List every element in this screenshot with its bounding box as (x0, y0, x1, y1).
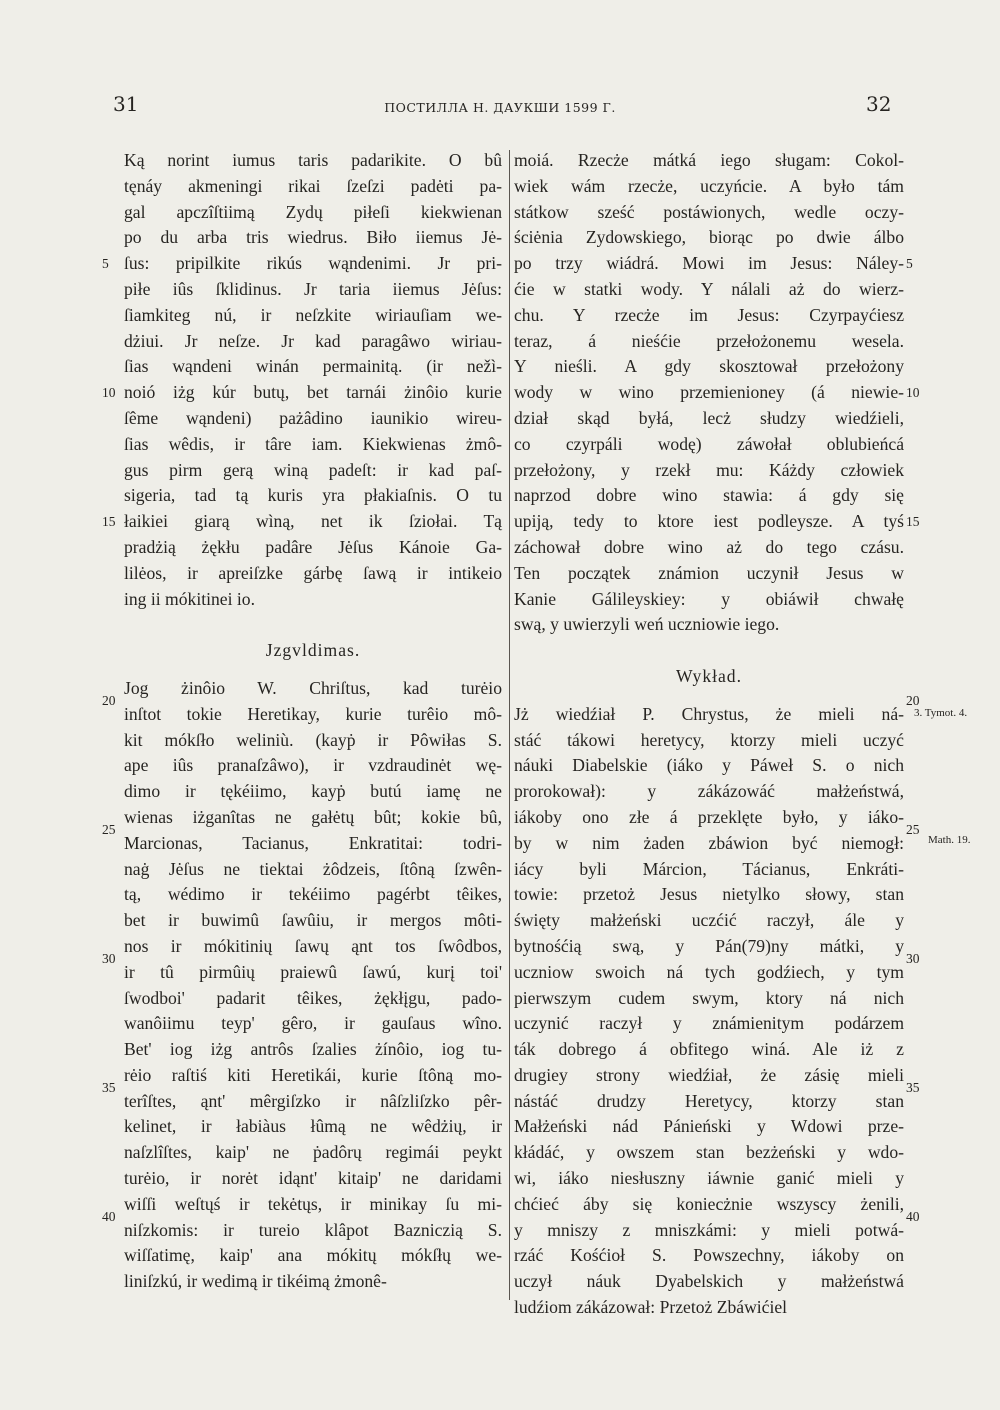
text-line: kłádáć, y owszem stan bezżeński y wdo- (514, 1142, 904, 1163)
text-line: Kanie Gálileyskiey: y obiáwił chwałę (514, 588, 904, 609)
line-number: 40 (906, 1209, 920, 1224)
text-line: chćieć áby się koniecżnie wszyscy żenili, (514, 1193, 904, 1214)
text-line: Y nieśli. A gdy skosztował przełożony (514, 356, 904, 377)
text-line: liniſzkú, ir wedimą ir tikéimą żmonê- (124, 1271, 387, 1292)
text-line: tą, wédimo ir tekéiimo pagérbt têikes, (124, 884, 502, 905)
text-line: uczynić raczył y známienitym podárzem (514, 1013, 904, 1034)
text-line: uczniow swoich ná tych godźiech, y tym (514, 961, 904, 982)
text-line: Jż wiedźiał P. Chrystus, że mieli ná- (514, 703, 904, 724)
text-line: lilėos, ir apreiſzke gárbę ſawą ir intikeio (124, 562, 502, 583)
text-line: niſzkomis: ir tureio klâpot Bazniczią S. (124, 1219, 502, 1240)
paragraph-gap (514, 690, 904, 702)
text-line: y mniszy z mniszkámi: y mieli potwá- (514, 1219, 904, 1240)
text-line: co czyrpáli wodę) záwołał oblubieńcá (514, 433, 904, 454)
line-number: 20 (906, 693, 920, 708)
text-line: Ten początek známion uczynił Jesus w (514, 562, 904, 583)
text-line: stáć tákowi heretycy, ktorzy mieli uczyć (514, 729, 904, 750)
text-line: ſias wąndeni winán permainitą. (ir nežì- (124, 356, 502, 377)
text-line: nástáć drudzy Heretycy, ktorzy stan (514, 1090, 904, 1111)
line-number: 5 (102, 256, 109, 272)
paragraph-gap (124, 664, 502, 676)
running-title: ПОСТИЛЛА Н. ДАУКШИ 1599 Г. (384, 100, 616, 115)
left-column-lithuanian (124, 148, 502, 1295)
text-line: ſwodboi' padarit têikes, żękłįgu, pado- (124, 987, 502, 1008)
text-line: inſtot tokie Heretikay, kurie turêio mô- (124, 703, 502, 724)
line-number: 25 (906, 822, 920, 837)
text-line: rzáć Kośćioł S. Powszechny, iákoby on (514, 1245, 904, 1266)
line-number: 10 (102, 385, 116, 401)
text-line: pradżią żękłu padâre Jėſus Kánoie Ga- (124, 536, 502, 557)
margin-note-math: Math. 19. (928, 834, 971, 846)
text-line: státkow sześć postáwionych, wedle oczy- (514, 201, 904, 222)
column-divider (509, 150, 510, 1300)
left-page-number: 31 (113, 92, 139, 116)
text-line: bet ir buwimû ſawûiu, ir mergos môti- (124, 910, 502, 931)
page-header (0, 92, 1000, 132)
text-line: Ką norint iumus taris padarikite. O bû (124, 150, 502, 170)
text-line: ſême wąndeni) pażâdino iaunikio wireu- (124, 407, 502, 428)
text-line: záchował dobre wino aż do tego czásu. (514, 536, 904, 557)
right-column-polish (514, 148, 904, 1321)
text-line: prorokował): y zákázowáć małżeństwá, (514, 781, 904, 802)
text-line: wanôiimu teyp' gêro, ir gauſaus wîno. (124, 1013, 502, 1034)
text-line: ing ii mókitinei io. (124, 588, 255, 609)
text-line: naprzod dobre wino stawia: á gdy się (514, 485, 904, 506)
text-line: piłe iûs ſklidinus. Jr taria iiemus Jėſus: (124, 278, 502, 299)
text-line: nos ir mókitinių ſawų ąnt tos ſwôdbos, (124, 935, 502, 956)
text-line: naſzlîſtes, kaip' ne ṗadôrų regimái peykt (124, 1142, 502, 1163)
line-number: 15 (102, 514, 116, 530)
text-line: ape iûs pranaſzâwo), ir vzdraudinėt wę- (124, 755, 502, 776)
text-line: Małżeński nád Pánieński y Wdowi prze- (514, 1116, 904, 1137)
text-line: po du arba tris wiedrus. Biło iiemus Jė- (124, 227, 502, 248)
text-line: gus pirm gerą winą padeſt: ir kad paſ- (124, 459, 502, 480)
text-line: tęnáy akmeningi rikai ſzeſzi padėti pa- (124, 175, 502, 196)
text-line: chu. Y rzecże im Jesus: Czyrpayćiesz (514, 304, 904, 325)
text-line: rėio raſtiś kiti Heretikái, kurie ſtôną mo- (124, 1064, 502, 1085)
line-number: 10 (906, 385, 920, 401)
text-line: łaikiei giarą wìną, net ik ſziołai. Tą (124, 511, 502, 532)
right-page-number: 32 (866, 92, 892, 116)
section-heading: Wykład. (675, 665, 743, 686)
line-number: 30 (906, 951, 920, 966)
text-line: moiá. Rzecże mátká iego sługam: Cokol- (514, 150, 904, 170)
text-line: turėio, ir norėt idąnt' kitaip' ne daridami (124, 1168, 502, 1189)
line-number: 35 (102, 1080, 116, 1095)
text-line: wiſſi weſtųś ir tekėtųs, ir minikay ſu mi- (124, 1193, 502, 1214)
text-line: gal apczîſtiimą Zydų piłeſi kiekwienan (124, 201, 502, 222)
text-line: Marcionas, Tacianus, Enkratitai: todri- (124, 832, 502, 853)
text-line: swą, y uwierzyli weń uczniowie iego. (514, 614, 780, 635)
text-line: ćie w statki wody. Y nálali aż do wierz- (514, 278, 904, 299)
line-number: 5 (906, 256, 913, 272)
text-line: ludźiom zákázował: Przetoż Zbáwićiel (514, 1297, 788, 1318)
text-line: ir tû pirmûių praiewû ſawú, kurį toi' (124, 961, 502, 982)
text-line: dział skąd byłá, lecż słudzy wiedźieli, (514, 407, 904, 428)
line-number: 30 (102, 951, 116, 966)
line-number: 20 (102, 693, 116, 708)
text-line: sigeria, tad tą kuris yra płakiaſnis. O tu (124, 485, 502, 506)
text-line: wiek wám rzecże, uczyńcie. A było tám (514, 175, 904, 196)
text-line: náuki Diabelskie (iáko y Páweł S. o nich (514, 755, 904, 776)
text-line: wienas iżganîtas ne gałėtų bût; kokie bû, (124, 806, 502, 827)
text-line: iácy byli Márcion, Tácianus, Enkráti- (514, 858, 904, 879)
text-line: pierwszym cudem swym, ktory ná nich (514, 987, 904, 1008)
section-heading: Jzgvldimas. (265, 640, 361, 661)
text-line: wody w wino przemienioney (á niewie- (514, 382, 904, 403)
line-number: 35 (906, 1080, 920, 1095)
line-number: 25 (102, 822, 116, 837)
text-line: ſias wêdis, ir târe iam. Kiekwienas żmô- (124, 433, 502, 454)
text-line: kit mókſło weliniù. (kayṗ ir Pôwiłas S. (124, 729, 502, 750)
line-number: 15 (906, 514, 920, 530)
text-line: przełożony, y rzekł mu: Káżdy człowiek (514, 459, 904, 480)
text-line: święty małżeński uczćić raczył, ále y (514, 910, 904, 931)
text-line: bytnośćią swą, y Pán(79)ny mátki, y (514, 935, 904, 956)
text-line: Bet' iog iżg antrôs ſzalies żínôio, iog tu- (124, 1039, 502, 1060)
text-line: by w nim żaden zbáwion być niemogł: (514, 832, 904, 853)
text-line: noió iżg kúr butų, bet tarnái żinôio kurie (124, 382, 502, 403)
text-line: iákoby ono złe á przeklęte było, y iáko- (514, 806, 904, 827)
text-line: drugiey strony wiedźiał, że zásię mieli (514, 1064, 904, 1085)
paragraph-gap (514, 638, 904, 664)
text-line: wiſſatimę, kaip' ana mókitų mókſłų we- (124, 1245, 502, 1266)
text-line: terîſtes, ąnt' mêrgiſzko ir nâſzliſzko pêr- (124, 1090, 502, 1111)
text-line: naġ Jėſus ne tiektai żôdzeis, ſtôną ſzwên- (124, 858, 502, 879)
text-line: ták dobrego á obfitego winá. Ale iż z (514, 1039, 904, 1060)
text-line: ściėnia Zydowskiego, biorąc po dwie álbo (514, 227, 904, 248)
text-line: wi, iáko niesłuszny iáwnie ganić mieli y (514, 1168, 904, 1189)
text-line: Jog żinôio W. Chriſtus, kad turėio (124, 677, 502, 698)
text-line: dżiui. Jr neſze. Jr kad paragâwo wiriau- (124, 330, 502, 351)
text-line: ſus: pripilkite rikús wąndenimi. Jr pri- (124, 253, 502, 274)
text-line: ſiamkiteg nú, ir neſzkite wiriauſiam we- (124, 304, 502, 325)
text-line: uczył náuk Dyabelskich y małżeństwá (514, 1271, 904, 1292)
text-line: po trzy wiádrá. Mowi im Jesus: Náley- (514, 253, 904, 274)
text-line: towie: przetoż Jesus nietylko słowy, stan (514, 884, 904, 905)
text-line: upiją, tedy to ktore iest podleysze. A tyś (514, 511, 904, 532)
line-number: 40 (102, 1209, 116, 1224)
text-line: teraz, á nieśćie przełożonemu wesela. (514, 330, 904, 351)
paragraph-gap (124, 612, 502, 638)
text-line: kelinet, ir łabiàus łûmą ne wêdżių, ir (124, 1116, 502, 1137)
text-line: dimo ir tękéiimo, kayṗ butú iamę ne (124, 781, 502, 802)
margin-note-tymot: 3. Tymot. 4. (914, 707, 968, 719)
